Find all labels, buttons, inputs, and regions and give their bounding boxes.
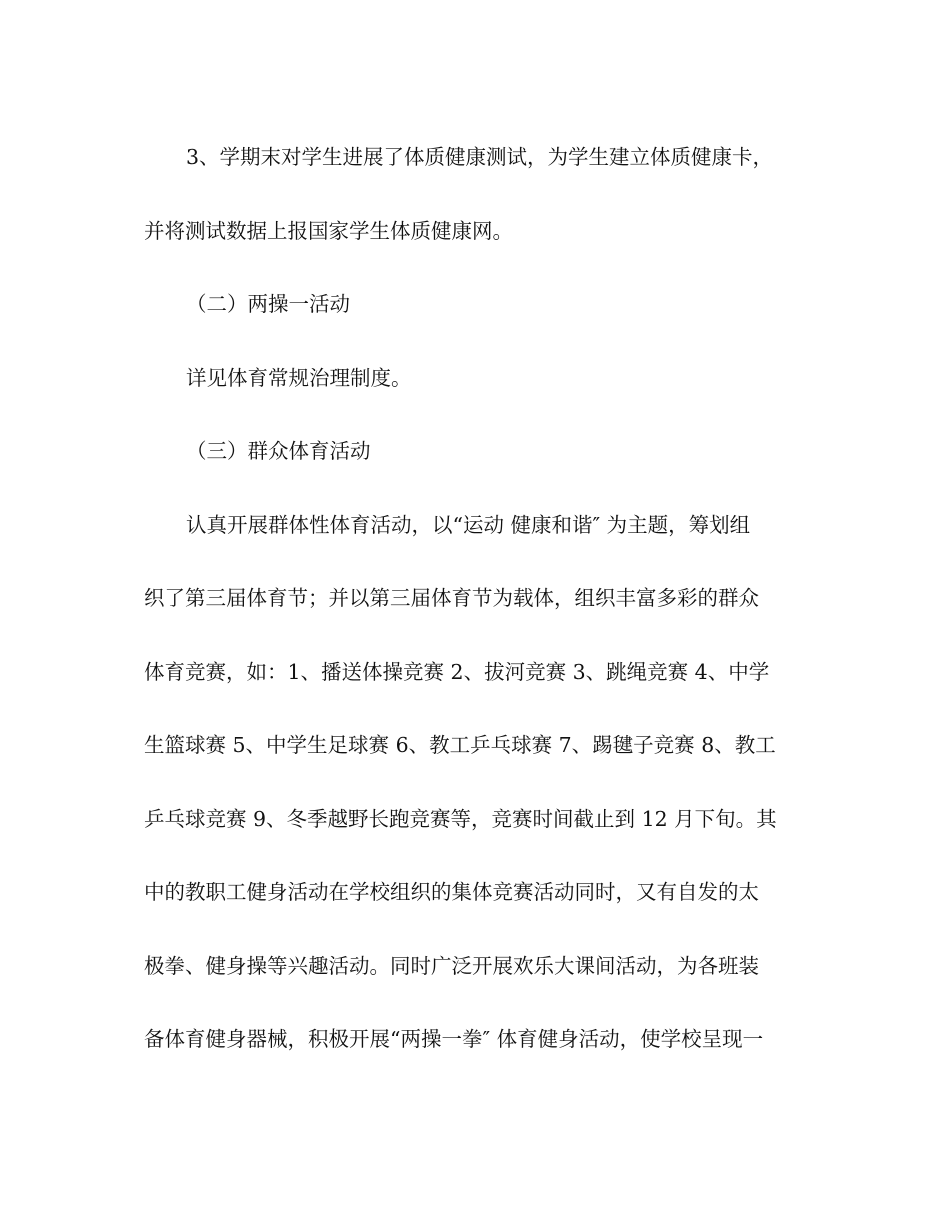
paragraph-line: 3、学期末对学生进展了体质健康测试，为学生建立体质健康卡， [186, 145, 774, 169]
paragraph-line: 中的教职工健身活动在学校组织的集体竞赛活动同时，又有自发的太 [144, 880, 759, 904]
section-heading: （二）两操一活动 [186, 292, 350, 316]
paragraph-line: 织了第三届体育节；并以第三届体育节为载体，组织丰富多彩的群众 [144, 586, 759, 610]
paragraph-line: 认真开展群体性体育活动，以“运动 健康和谐″ 为主题，筹划组 [186, 512, 751, 537]
document-body [144, 131, 804, 1087]
paragraph-line: 并将测试数据上报国家学生体质健康网。 [144, 218, 513, 243]
paragraph-line: 乒乓球竞赛 9、冬季越野长跑竞赛等，竞赛时间截止到 12 月下旬。其 [144, 806, 777, 831]
paragraph-line: 极拳、健身操等兴趣活动。同时广泛开展欢乐大课间活动，为各班装 [144, 953, 759, 978]
paragraph-line: 体育竞赛，如：1、播送体操竞赛 2、拔河竞赛 3、跳绳竞赛 4、中学 [144, 659, 770, 684]
paragraph-line: 备体育健身器械，积极开展“两操一拳″ 体育健身活动，使学校呈现一 [144, 1027, 764, 1051]
paragraph-line: 详见体育常规治理制度。 [186, 365, 412, 390]
paragraph-line: 生篮球赛 5、中学生足球赛 6、教工乒乓球赛 7、踢毽子竞赛 8、教工 [144, 733, 776, 757]
section-heading: （三）群众体育活动 [186, 439, 371, 463]
